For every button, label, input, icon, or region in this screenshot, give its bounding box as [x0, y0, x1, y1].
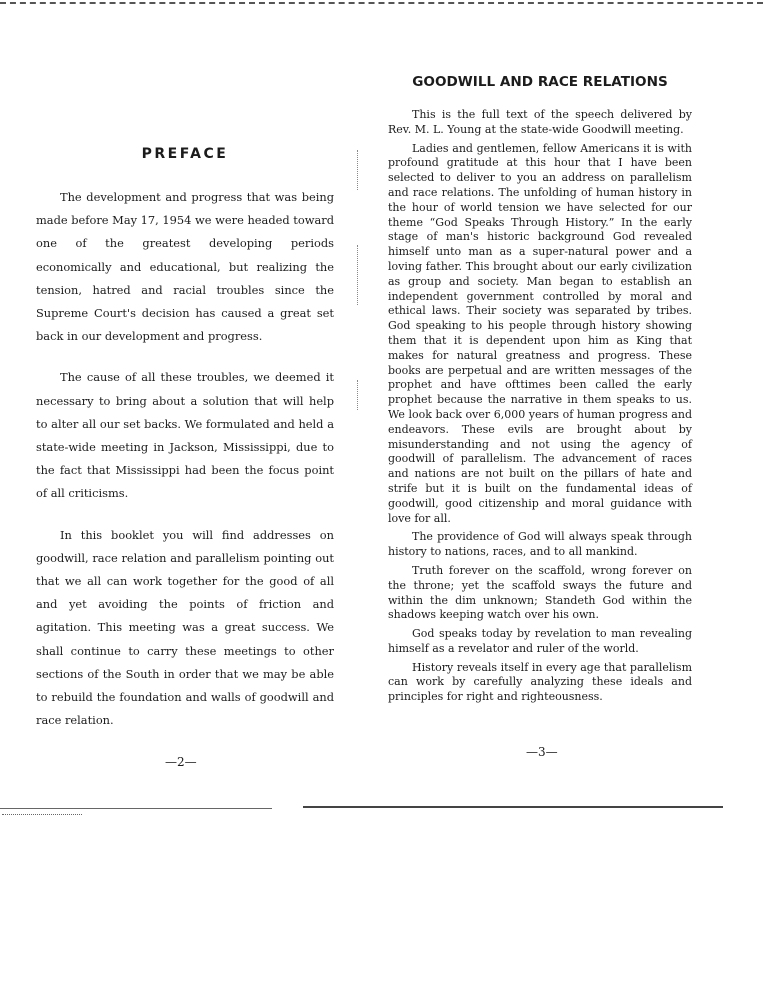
left-page-number: —2—	[165, 755, 197, 769]
bottom-edge-rule-left	[0, 808, 272, 809]
right-page-number: —3—	[526, 745, 558, 759]
gutter-mark	[357, 150, 358, 190]
speech-paragraph: God speaks today by revelation to man revealing himself as a revelator and ruler of the world.	[388, 627, 692, 655]
preface-paragraph: The development and progress that was being made before May 17, 1954 we were headed toward one of the greatest developing periods economically and educational, but realizing the tension, hatred and racial troubles since the Supreme Court's decision has caused a great set back in our development and progress.	[36, 190, 334, 344]
speech-paragraph: History reveals itself in every age that parallelism can work by carefully analyzing these ideals and principles for right and righteousness.	[388, 660, 692, 704]
bottom-edge-rule-right	[303, 806, 723, 808]
preface-paragraph: In this booklet you will find addresses on goodwill, race relation and parallelism pointing out that we all can work together for the good of all and yet avoiding the points of friction and agitation. This meeting was a great success. We shall continue to carry these meetings to other sections of the South in order that we may be able to rebuild the foundation and walls of goodwill and race relation.	[36, 527, 334, 728]
speech-heading: GOODWILL AND RACE RELATIONS	[412, 74, 668, 90]
speech-paragraph: This is the full text of the speech delivered by Rev. M. L. Young at the state-wide Goodwill meeting.	[388, 108, 692, 136]
speech-paragraph: The providence of God will always speak through history to nations, races, and to all mankind.	[388, 530, 692, 559]
left-page	[36, 140, 334, 750]
preface-heading: PREFACE	[141, 146, 229, 162]
speech-paragraph: Ladies and gentlemen, fellow Americans it is with profound gratitude at this hour that I have been selected to deliver to you an address on parallelism and race relations. The unfolding of human history in the hour of world tension we have selected for our theme “God Speaks Through History.” In the early stage of man's historic background God revealed himself unto man as a super-natural power and a loving father. This brought about our early civilization as group and society. Man began to establish an independent government controlled by moral and ethical laws. Their society was separated by tribes. God speaking to his people through history showing them that it is dependent upon him as King that makes for natural greatness and progress. These books are perpetual and are written messages of the prophet and have ofttimes been called the early prophet because the narrative in them speaks to us. We look back over 6,000 years of human progress and endeavors. These evils are brought about by misunderstanding and not using the agency of goodwill of parallelism. The advancement of races and nations are not built on the pillars of hate and strife but it is built on the fundamental ideas of goodwill, good citizenship and moral guidance with love for all.	[388, 141, 692, 525]
right-page	[388, 72, 692, 709]
speech-paragraph: Truth forever on the scaffold, wrong forever on the throne; yet the scaffold sways the future and within the dim unknown; Standeth God within the shadows keeping watch over his own.	[388, 563, 692, 622]
top-edge-rule	[0, 2, 763, 4]
gutter-mark	[357, 380, 358, 410]
preface-paragraph: The cause of all these troubles, we deemed it necessary to bring about a solution that will help to alter all our set backs. We formulated and held a state-wide meeting in Jackson, Mississippi, due to the fact that Mississippi had been the focus point of all criticisms.	[36, 370, 334, 501]
gutter-mark	[357, 245, 358, 305]
